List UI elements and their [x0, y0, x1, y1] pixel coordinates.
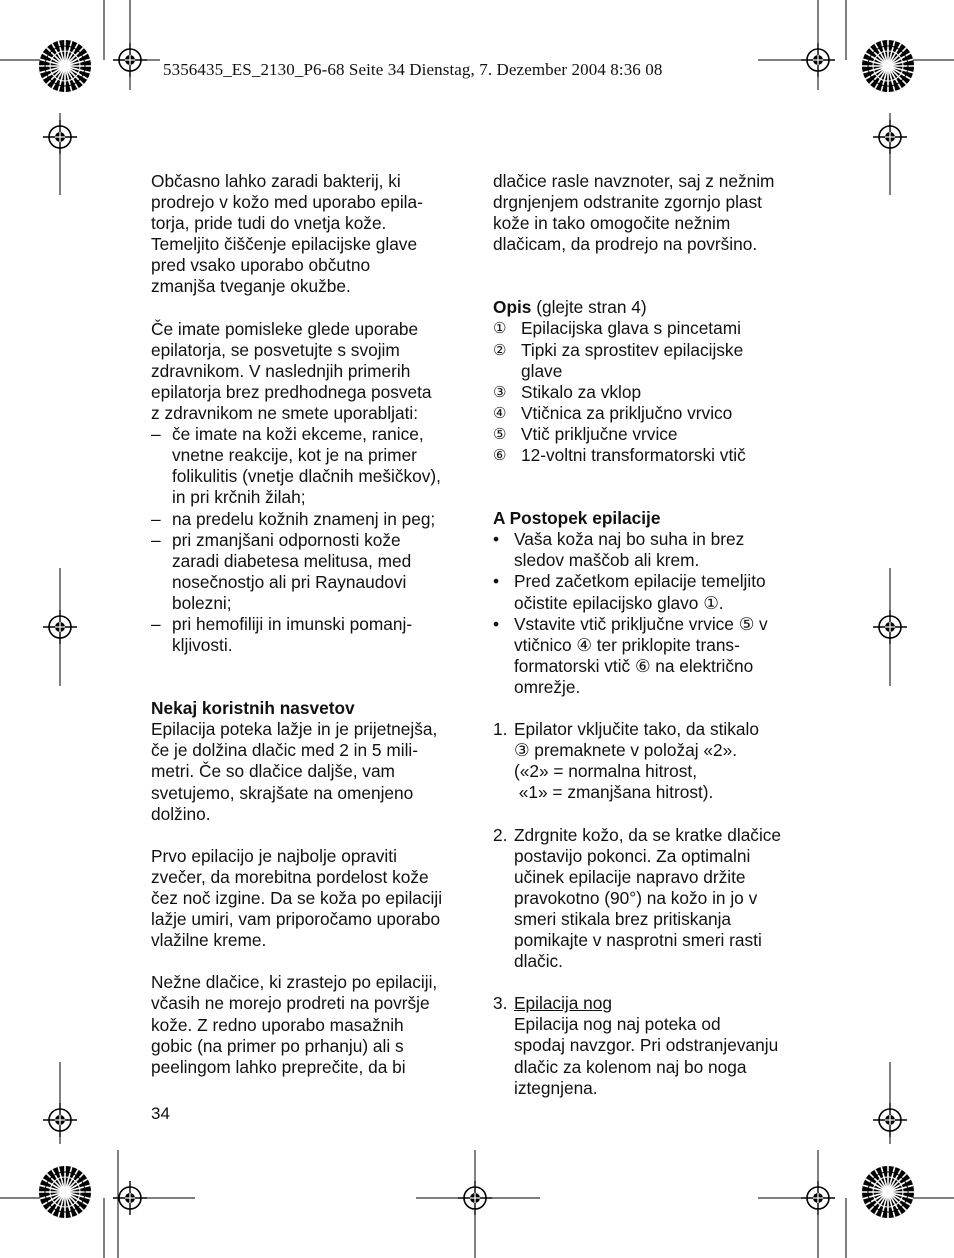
text-line: pred vsako uporabo občutno — [151, 255, 371, 276]
text-line: Vtičnica za priključno vrvico — [521, 402, 733, 423]
text-line: Epilacija nog naj poteka od — [514, 1014, 721, 1035]
text-line: vnetne reakcije, kot je na primer — [172, 445, 417, 466]
text-line: folikulitis (vnetje dlačnih mešičkov), — [172, 466, 441, 487]
right-column — [493, 171, 805, 1099]
text-line: Epilacija poteka lažje in je prijetnejša, — [151, 719, 438, 740]
text-line: pri zmanjšani odpornosti kože — [172, 529, 401, 550]
circled-number: ⑤ — [493, 425, 507, 443]
bullet-marker: • — [493, 613, 500, 634]
page-number: 34 — [151, 1104, 170, 1123]
text-line: Epilacijska glava s pincetami — [521, 318, 741, 339]
tips-paragraph-evening — [151, 846, 463, 951]
hygiene-paragraph — [151, 171, 463, 298]
text-line: Temeljito čiščenje epilacijske glave — [151, 234, 418, 255]
text-line: Tipki za sprostitev epilacijske — [521, 339, 744, 360]
doctor-paragraph — [151, 319, 463, 424]
text-line: čez noč izgine. Da se koža po epilaciji — [151, 888, 443, 908]
procedure-bullets — [493, 529, 805, 698]
text-line: Nežne dlačice, ki zrastejo po epilaciji, — [151, 972, 438, 993]
dash-marker: – — [151, 508, 161, 529]
text-line: Če imate pomisleke glede uporabe — [151, 318, 419, 339]
list-item — [493, 340, 805, 382]
text-line: bolezni; — [172, 592, 232, 613]
dash-marker: – — [151, 613, 161, 634]
description-heading-suffix: (glejte stran 4) — [531, 297, 647, 318]
left-column — [151, 171, 463, 1078]
contraindication-list — [151, 424, 463, 656]
procedure-heading: A Postopek epilacije — [493, 508, 661, 529]
text-line: drgnjenjem odstranite zgornjo plast — [493, 192, 762, 213]
text-line: zmanjša tveganje okužbe. — [151, 276, 351, 297]
continued-paragraph — [493, 171, 805, 255]
text-line: epilatorja, se posvetujte s svojim — [151, 339, 400, 360]
tips-paragraph-ingrown — [151, 972, 463, 1077]
text-line: če je dolžina dlačic med 2 in 5 mili- — [151, 740, 419, 761]
text-line: Pred začetkom epilacije temeljito — [514, 571, 766, 592]
text-line: vlažilne kreme. — [151, 930, 267, 951]
text-line: kože in tako omogočite nežnim — [493, 213, 731, 234]
parts-list — [493, 318, 805, 466]
description-heading-label: Opis — [493, 297, 532, 318]
text-line: zdravnikom. V naslednjih primerih — [151, 360, 411, 381]
text-line: očistite epilacijsko glavo ①. — [514, 592, 724, 613]
text-line: Zdrgnite kožo, da se kratke dlačice — [514, 824, 782, 845]
text-line: učinek epilacije napravo držite — [514, 866, 746, 887]
text-line: lažje umiri, vam priporočamo uporabo — [151, 909, 441, 930]
list-item — [493, 445, 805, 466]
text-line: 12-voltni transformatorski vtič — [521, 445, 746, 466]
list-item — [493, 424, 805, 445]
text-line: včasih ne morejo prodreti na površje — [151, 993, 430, 1014]
text-line: torja, pride tudi do vnetja kože. — [151, 213, 387, 234]
text-line: prodrejo v kožo med uporabo epila- — [151, 192, 423, 213]
text-line: omrežje. — [514, 676, 581, 697]
text-line: peelingom lahko preprečite, da bi — [151, 1056, 406, 1077]
step-number: 3. — [493, 993, 508, 1014]
step-title: Epilacija nog — [514, 993, 612, 1014]
list-item — [493, 529, 805, 571]
text-line: z zdravnikom ne smete uporabljati: — [151, 403, 419, 424]
step-number: 2. — [493, 824, 508, 845]
circled-number: ① — [493, 320, 507, 338]
circled-number: ③ — [493, 383, 507, 401]
step-3 — [493, 993, 805, 1098]
circled-number: ② — [493, 341, 507, 359]
circled-number: ⑥ — [493, 447, 507, 465]
text-line: glave — [521, 360, 563, 381]
text-line: na predelu kožnih znamenj in peg; — [172, 508, 436, 529]
text-line: zvečer, da morebitna pordelost kože — [151, 866, 429, 887]
list-item — [151, 509, 463, 530]
text-line: in pri krčnih žilah; — [172, 487, 306, 508]
text-line: dlačice rasle navznoter, saj z nežnim — [493, 171, 775, 191]
tips-paragraph-length — [151, 719, 463, 824]
text-line: pri hemofiliji in imunski pomanj- — [172, 613, 413, 634]
list-item — [493, 382, 805, 403]
text-line: dlačic za kolenom naj bo noga — [514, 1056, 747, 1077]
text-line: sledov maščob ali krem. — [514, 550, 700, 571]
text-line: Prvo epilacijo je najbolje opraviti — [151, 845, 397, 866]
text-line: postavijo pokonci. Za optimalni — [514, 845, 751, 866]
step-2 — [493, 825, 805, 973]
circled-number: ④ — [493, 404, 507, 422]
text-line: Vaša koža naj bo suha in brez — [514, 529, 745, 550]
text-line: svetujemo, skrajšate na omenjeno — [151, 782, 414, 803]
tips-heading: Nekaj koristnih nasvetov — [151, 698, 355, 719]
text-line: («2» = normalna hitrost, — [514, 761, 697, 782]
dash-marker: – — [151, 529, 161, 550]
text-line: «1» = zmanjšana hitrost). — [514, 782, 714, 803]
text-line: dlačicam, da prodrejo na površino. — [493, 234, 758, 255]
list-item — [493, 403, 805, 424]
bullet-marker: • — [493, 571, 500, 592]
text-line: ③ premaknete v položaj «2». — [514, 740, 737, 761]
text-line: Vtič priključne vrvice — [521, 423, 678, 444]
text-line: gobic (na primer po prhanju) ali s — [151, 1035, 404, 1056]
description-heading — [493, 297, 805, 318]
list-item — [151, 614, 463, 656]
text-line: pomikajte v nasprotni smeri rasti — [514, 930, 762, 950]
text-line: Občasno lahko zaradi bakterij, ki — [151, 171, 401, 191]
print-slug: 5356435_ES_2130_P6-68 Seite 34 Dienstag, 7. Dezember 2004 8:36 08 — [163, 60, 663, 79]
text-line: dolžino. — [151, 803, 211, 824]
list-item — [151, 530, 463, 614]
text-line: nosečnostjo ali pri Raynaudovi — [172, 571, 407, 592]
text-line: če imate na koži ekceme, ranice, — [172, 424, 424, 445]
text-line: Epilator vključite tako, da stikalo — [514, 719, 759, 740]
list-item — [493, 614, 805, 698]
text-line: dlačic. — [514, 951, 563, 972]
list-item — [493, 571, 805, 613]
text-line: epilatorja brez predhodnega posveta — [151, 381, 432, 402]
text-line: Vstavite vtič priključne vrvice ⑤ v — [514, 613, 768, 634]
text-line: smeri stikala brez pritiskanja — [514, 908, 732, 929]
text-line: zaradi diabetesa melitusa, med — [172, 550, 412, 571]
dash-marker: – — [151, 424, 161, 445]
text-line: formatorski vtič ⑥ na električno — [514, 655, 754, 676]
text-line: pravokotno (90°) na kožo in jo v — [514, 887, 758, 908]
text-line: kože. Z redno uporabo masažnih — [151, 1014, 404, 1035]
text-line: metri. Če so dlačice daljše, vam — [151, 761, 395, 782]
list-item — [493, 318, 805, 339]
text-line: vtičnico ④ ter priklopite trans- — [514, 634, 740, 655]
text-line: iztegnjena. — [514, 1077, 598, 1098]
list-item — [151, 424, 463, 508]
text-line: Stikalo za vklop — [521, 381, 642, 402]
bullet-marker: • — [493, 529, 500, 550]
text-line: spodaj navzgor. Pri odstranjevanju — [514, 1035, 779, 1056]
step-number: 1. — [493, 719, 508, 740]
step-1 — [493, 719, 805, 803]
text-line: kljivosti. — [172, 635, 233, 656]
